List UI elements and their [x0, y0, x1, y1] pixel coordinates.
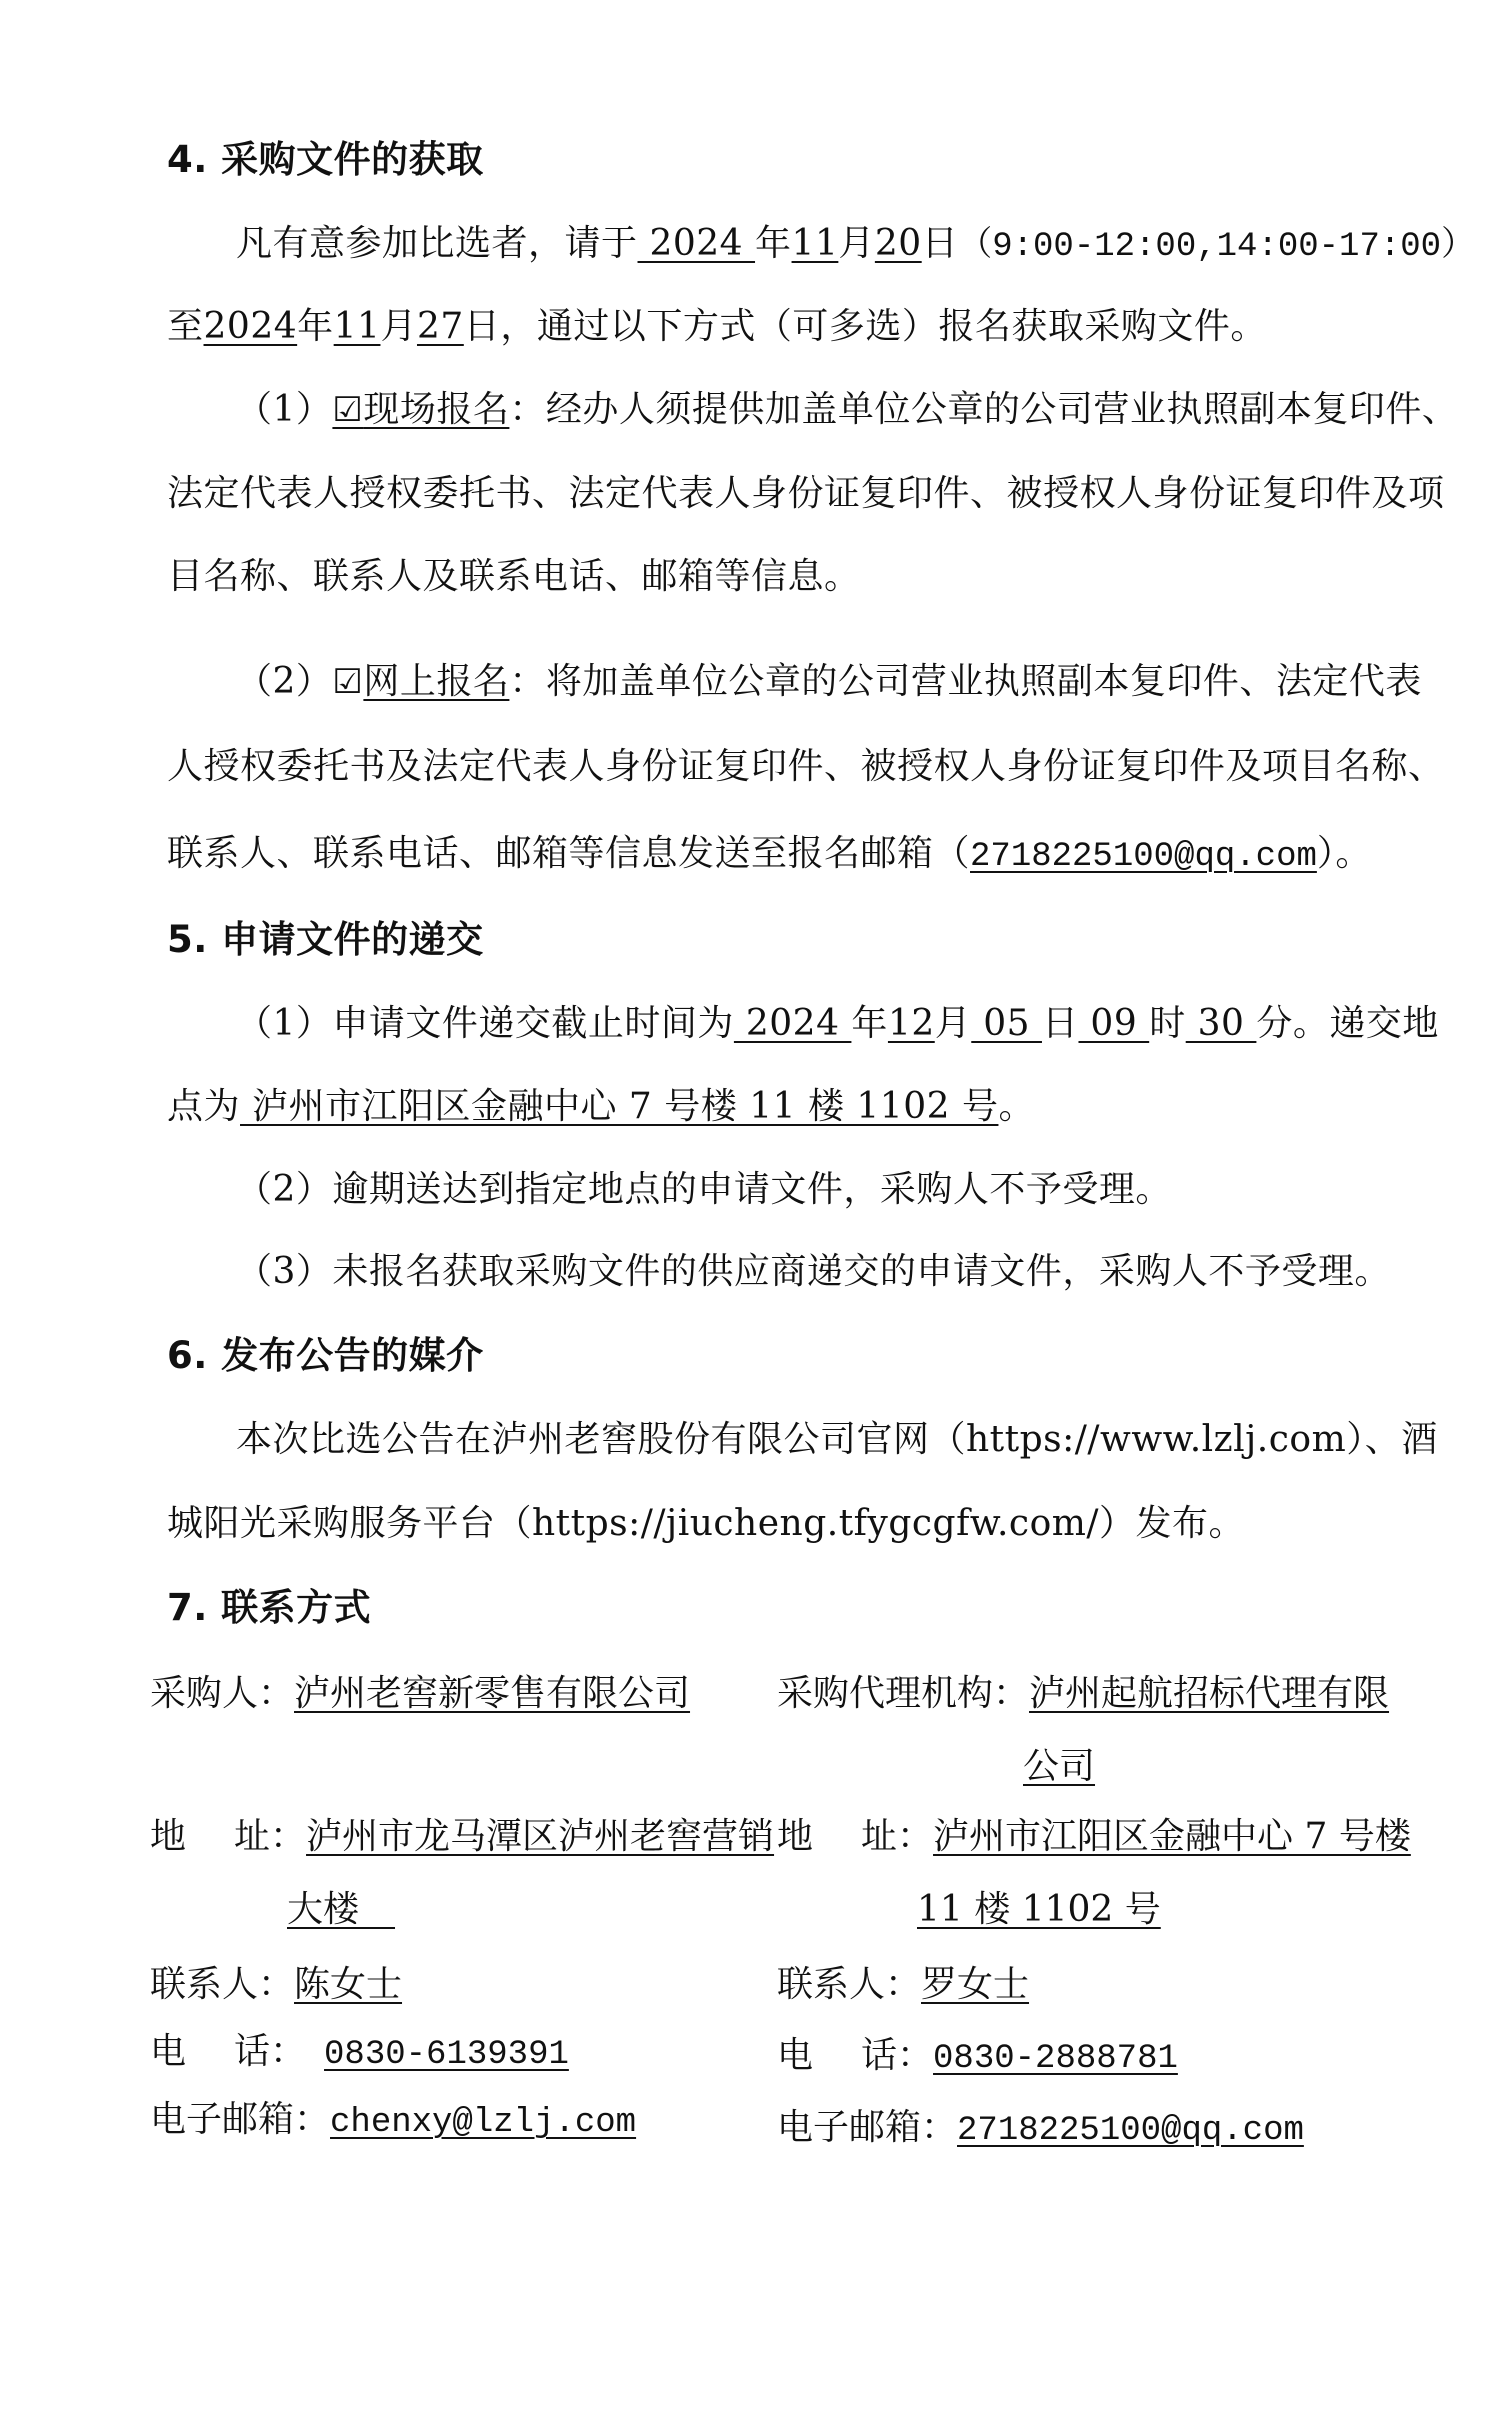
option-1-line1 [236, 388, 1458, 432]
checkbox-checked-icon: ☑ [332, 662, 364, 702]
text: （1）申请文件递交截止时间为 [236, 1003, 734, 1044]
text: 点为 [167, 1086, 241, 1127]
purchaser-address-row-2 [287, 1888, 395, 1932]
text: 至 [167, 306, 204, 347]
section-6-heading: 6. 发布公告的媒介 [167, 1334, 484, 1377]
agency-label: 采购代理机构： [777, 1673, 1030, 1714]
label: 地 [777, 1816, 814, 1857]
option-number: （2） [236, 661, 333, 702]
text: 时 [1149, 1003, 1186, 1044]
section-4-heading: 4. 采购文件的获取 [167, 138, 484, 181]
section-7-heading: 7. 联系方式 [167, 1586, 372, 1629]
agency-phone-row [777, 2034, 1178, 2081]
purchaser-address: 泸州市龙马潭区泸州老窖营销 [306, 1816, 775, 1857]
end-day: 27 [416, 306, 464, 347]
text: ：经办人须提供加盖单位公章的公司营业执照副本复印件、 [509, 389, 1459, 430]
text: 日 [1041, 1003, 1079, 1044]
agency-row [777, 1672, 1389, 1716]
label: 话： [234, 2031, 307, 2072]
text: 日 [463, 306, 501, 347]
agency-contact-row [777, 1963, 1029, 2007]
option-1-line3: 目名称、联系人及联系电话、邮箱等信息。 [167, 556, 861, 597]
purchaser-address-cont: 大楼 [287, 1889, 396, 1930]
agency-email-link[interactable]: 2718225100@qq.com [957, 2112, 1304, 2150]
deadline-hour: 09 [1078, 1003, 1150, 1044]
text: 月 [838, 223, 875, 264]
purchaser-contact-name: 陈女士 [294, 1964, 403, 2005]
text: 年 [755, 223, 792, 264]
text: 年 [297, 306, 334, 347]
section-5-heading: 5. 申请文件的递交 [167, 918, 484, 961]
purchaser-email-row [150, 2098, 636, 2145]
agency-email-row [777, 2106, 1304, 2153]
section-5-item2: （2）逾期送达到指定地点的申请文件，采购人不予受理。 [236, 1169, 1172, 1210]
section-6-line2: 城阳光采购服务平台（https://jiucheng.tfygcgfw.com/）发布。 [167, 1503, 1246, 1544]
purchaser-phone: 0830-6139391 [324, 2036, 569, 2074]
end-month: 11 [333, 306, 381, 347]
purchaser-address-row [150, 1815, 774, 1859]
label: 址： [861, 1816, 934, 1857]
label: 电子邮箱： [777, 2107, 958, 2148]
text: 。递交地 [1292, 1003, 1439, 1044]
text: 分 [1256, 1003, 1293, 1044]
section-5-item1-line1 [236, 1002, 1439, 1046]
deadline-year: 2024 [733, 1003, 852, 1044]
section-6-line1: 本次比选公告在泸州老窖股份有限公司官网（https://www.lzlj.com）、酒 [236, 1419, 1438, 1460]
checkbox-checked-icon: ☑ [332, 390, 364, 430]
label: 话： [861, 2035, 934, 2076]
purchaser-email-link[interactable]: chenxy@lzlj.com [330, 2104, 637, 2142]
purchaser-label: 采购人： [150, 1673, 295, 1714]
agency-address-row-2 [917, 1888, 1161, 1932]
label: 联系人： [150, 1964, 295, 2005]
label: 址： [234, 1816, 307, 1857]
deadline-day: 05 [971, 1003, 1042, 1044]
purchaser-row [150, 1672, 690, 1716]
submission-address: 泸州市江阳区金融中心 7 号楼 11 楼 1102 号 [240, 1086, 999, 1127]
label: 联系人： [777, 1964, 922, 2005]
option-2-line3 [167, 832, 1372, 879]
label: 地 [150, 1816, 187, 1857]
label: 电 [777, 2035, 814, 2076]
label: 电子邮箱： [150, 2099, 331, 2140]
option-number: （1） [236, 389, 333, 430]
section-4-para1-line2 [167, 305, 1267, 349]
agency-name: 泸州起航招标代理有限 [1029, 1673, 1390, 1714]
text: 日 [921, 223, 959, 264]
end-year: 2024 [203, 306, 298, 347]
text: 。 [998, 1086, 1035, 1127]
section-4-para1-line1 [236, 222, 1475, 269]
text: 凡有意参加比选者，请于 [236, 223, 638, 264]
agency-phone: 0830-2888781 [933, 2040, 1178, 2078]
start-month: 11 [791, 223, 839, 264]
text: 年 [851, 1003, 888, 1044]
text: 联系人、联系电话、邮箱等信息发送至报名邮箱（ [167, 833, 971, 874]
purchaser-phone-row [150, 2030, 569, 2077]
text: 月 [380, 306, 417, 347]
option-1-line2: 法定代表人授权委托书、法定代表人身份证复印件、被授权人身份证复印件及项 [167, 473, 1445, 514]
deadline-minute: 30 [1185, 1003, 1257, 1044]
agency-row-2 [1023, 1745, 1095, 1789]
agency-address: 泸州市江阳区金融中心 7 号楼 [933, 1816, 1411, 1857]
deadline-month: 12 [887, 1003, 935, 1044]
text: ：将加盖单位公章的公司营业执照副本复印件、法定代表 [509, 661, 1422, 702]
text: 月 [934, 1003, 972, 1044]
registration-email-link[interactable]: 2718225100@qq.com [970, 838, 1317, 876]
text: ）。 [1316, 833, 1372, 874]
purchaser-name: 泸州老窖新零售有限公司 [294, 1673, 691, 1714]
start-day: 20 [874, 223, 922, 264]
agency-address-row [777, 1815, 1411, 1859]
agency-contact-name: 罗女士 [921, 1964, 1030, 2005]
section-5-item1-line2 [167, 1085, 1035, 1129]
agency-address-cont: 11 楼 1102 号 [917, 1889, 1161, 1930]
office-hours: （9:00-12:00,14:00-17:00） [958, 228, 1476, 266]
option-label-online: 网上报名 [363, 661, 510, 702]
section-5-item3: （3）未报名获取采购文件的供应商递交的申请文件，采购人不予受理。 [236, 1251, 1391, 1292]
start-year: 2024 [637, 223, 756, 264]
option-label-onsite: 现场报名 [363, 389, 510, 430]
agency-name-cont: 公司 [1023, 1746, 1096, 1787]
option-2-line1 [236, 660, 1422, 704]
option-2-line2: 人授权委托书及法定代表人身份证复印件、被授权人身份证复印件及项目名称、 [167, 746, 1445, 787]
label: 电 [150, 2031, 187, 2072]
text: ，通过以下方式（可多选）报名获取采购文件。 [500, 306, 1267, 347]
purchaser-contact-row [150, 1963, 402, 2007]
